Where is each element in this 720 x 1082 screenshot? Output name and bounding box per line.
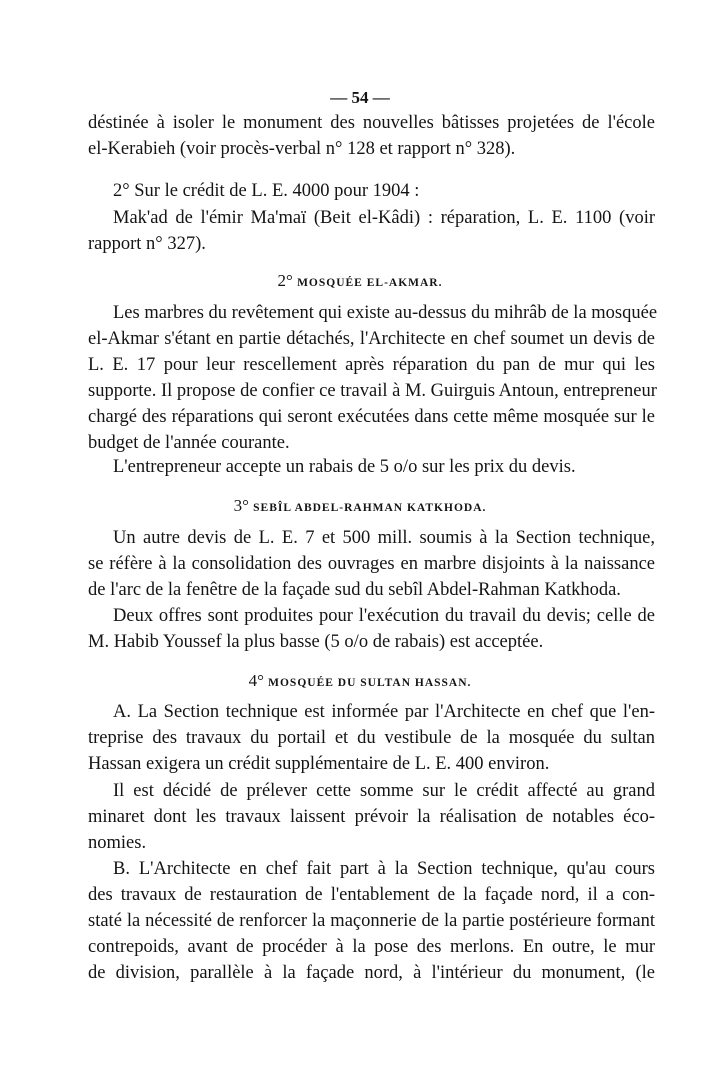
text-line: staté la nécessité de renforcer la maçonnerie de la partie postérieure formant <box>88 911 655 931</box>
section-title: MOSQUÉE DU SULTAN HASSAN. <box>268 677 472 689</box>
text-line: rapport n° 327). <box>88 234 206 254</box>
text-line: Un autre devis de L. E. 7 et 500 mill. soumis à la Section technique, <box>113 528 655 548</box>
text-line: B. L'Architecte en chef fait part à la Section technique, qu'au cours <box>113 859 655 879</box>
section-heading <box>0 270 720 294</box>
text-line: Deux offres sont produites pour l'exécution du travail du devis; celle de <box>113 606 655 626</box>
text-line: Il est décidé de prélever cette somme sur le crédit affecté au grand <box>113 781 655 801</box>
text-line: de division, parallèle à la façade nord, à l'intérieur du monument, (le <box>88 963 655 983</box>
text-line: el-Kerabieh (voir procès-verbal n° 128 et rapport n° 328). <box>88 139 516 159</box>
text-line: M. Habib Youssef la plus basse (5 o/o de rabais) est acceptée. <box>88 632 544 652</box>
text-line: Hassan exigera un crédit supplémentaire de L. E. 400 environ. <box>88 754 550 774</box>
text-line: budget de l'année courante. <box>88 433 290 453</box>
text-line: L. E. 17 pour leur rescellement après réparation du pan de mur qui les <box>88 355 655 375</box>
text-line: contrepoids, avant de procéder à la pose des merlons. En outre, le mur <box>88 937 655 957</box>
text-line: treprise des travaux du portail et du vestibule de la mosquée du sultan <box>88 728 655 748</box>
text-line: minaret dont les travaux laissent prévoir la réalisation de notables éco- <box>88 807 655 827</box>
text-line: Mak'ad de l'émir Ma'maï (Beit el-Kâdi) : réparation, L. E. 1100 (voir <box>113 208 655 228</box>
text-line: chargé des réparations qui seront exécutées dans cette même mosquée sur le <box>88 407 655 427</box>
text-line: Les marbres du revêtement qui existe au-dessus du mihrâb de la mosquée <box>113 303 658 323</box>
text-line: supporte. Il propose de confier ce travail à M. Guirguis Antoun, entrepreneur <box>88 381 657 401</box>
section-heading <box>0 670 720 694</box>
section-heading <box>0 495 720 519</box>
section-number: 3° <box>233 496 249 515</box>
text-line: des travaux de restauration de l'entablement de la façade nord, il a con- <box>88 885 655 905</box>
text-line: 2° Sur le crédit de L. E. 4000 pour 1904 : <box>113 181 420 201</box>
text-line: L'entrepreneur accepte un rabais de 5 o/o sur les prix du devis. <box>113 457 576 477</box>
text-line: de l'arc de la fenêtre de la façade sud du sebîl Abdel-Rahman Katkhoda. <box>88 580 621 600</box>
text-line: déstinée à isoler le monument des nouvelles bâtisses projetées de l'école <box>88 113 655 133</box>
text-line: A. La Section technique est informée par l'Architecte en chef que l'en- <box>113 702 655 722</box>
text-line: se réfère à la consolidation des ouvrages en marbre disjoints à la naissance <box>88 554 655 574</box>
page-number: — 54 — <box>330 88 390 107</box>
text-line: nomies. <box>88 833 147 853</box>
section-number: 4° <box>248 671 264 690</box>
section-title: SEBÎL ABDEL-RAHMAN KATKHODA. <box>253 502 487 514</box>
section-number: 2° <box>277 271 293 290</box>
text-line: el-Akmar s'étant en partie détachés, l'Architecte en chef soumet un devis de <box>88 329 655 349</box>
section-title: MOSQUÉE EL-AKMAR. <box>297 277 443 289</box>
